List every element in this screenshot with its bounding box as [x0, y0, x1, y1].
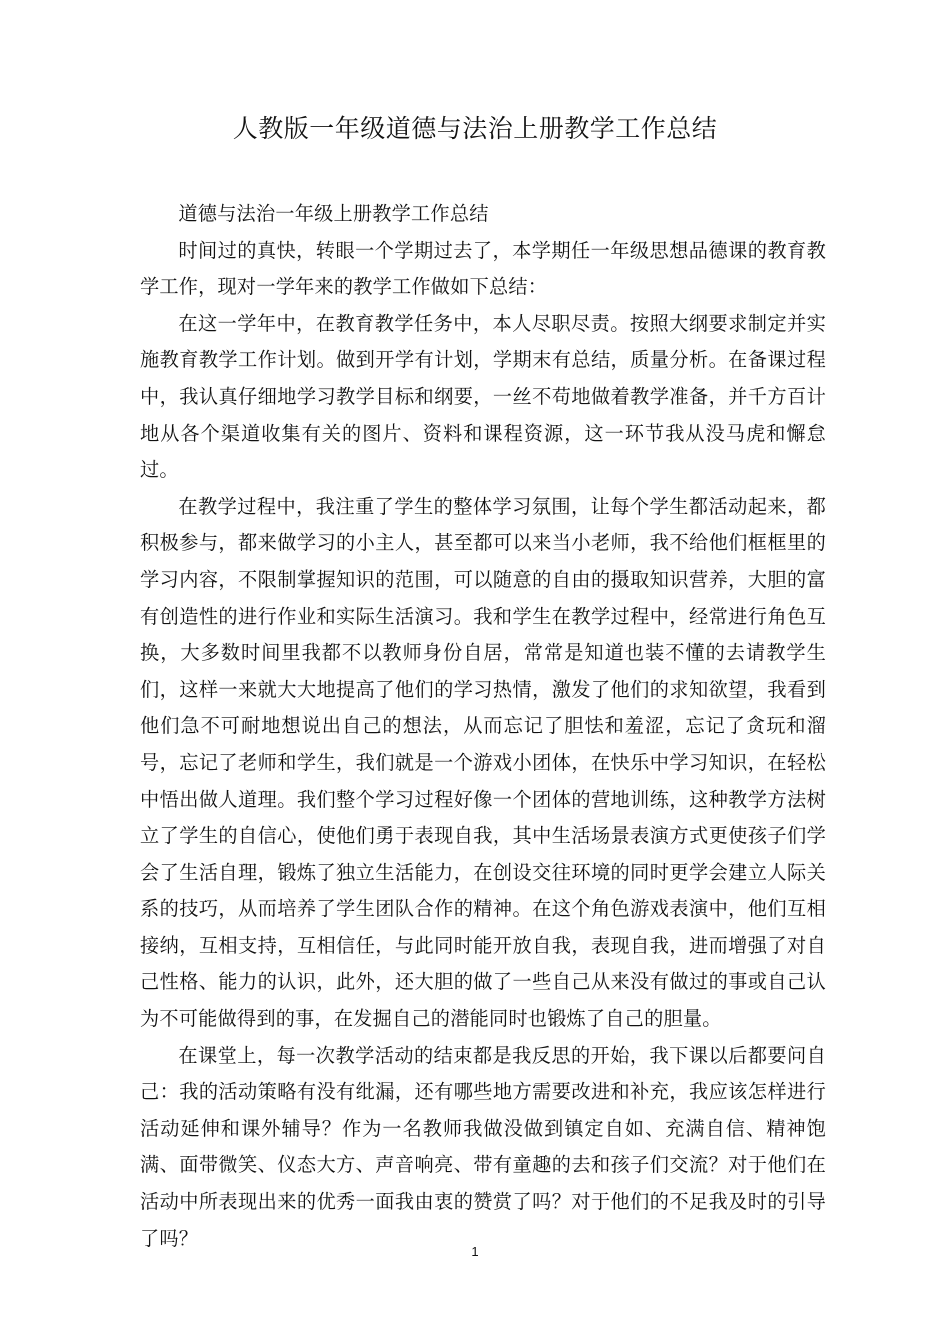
reflection-paragraph: 在课堂上，每一次教学活动的结束都是我反思的开始，我下课以后都要问自己：我的活动策略有没有纰漏，还有哪些地方需要改进和补充，我应该怎样进行活动延伸和课外辅导？作为一名教师我做没做到镇定自如、充满自信、精神饱满、面带微笑、仪态大方、声音响亮、带有童趣的去和孩子们交流？对于他们在活动中所表现出来的优秀一面我由衷的赞赏了吗？对于他们的不足我及时的引导了吗？ — [140, 1043, 826, 1250]
subtitle-paragraph: 道德与法治一年级上册教学工作总结 — [178, 202, 489, 225]
document-body — [140, 196, 826, 1257]
teaching-plan-paragraph: 在这一学年中，在教育教学任务中，本人尽职尽责。按照大纲要求制定并实施教育教学工作计划。做到开学有计划，学期末有总结，质量分析。在备课过程中，我认真仔细地学习教学目标和纲要，一丝不苟地做着教学准备，并千方百计地从各个渠道收集有关的图片、资料和课程资源，这一环节我从没马虎和懈怠过。 — [140, 311, 826, 482]
page-number: 1 — [471, 1244, 479, 1259]
document-title: 人教版一年级道德与法治上册教学工作总结 — [232, 114, 718, 143]
teaching-process-paragraph: 在教学过程中，我注重了学生的整体学习氛围，让每个学生都活动起来，都积极参与，都来做学习的小主人，甚至都可以来当小老师，我不给他们框框里的学习内容，不限制掌握知识的范围，可以随意的自由的摄取知识营养，大胆的富有创造性的进行作业和实际生活演习。我和学生在教学过程中，经常进行角色互换，大多数时间里我都不以教师身份自居，常常是知道也装不懂的去请教学生们，这样一来就大大地提高了他们的学习热情，激发了他们的求知欲望，我看到他们急不可耐地想说出自己的想法，从而忘记了胆怯和羞涩，忘记了贪玩和溜号，忘记了老师和学生，我们就是一个游戏小团体，在快乐中学习知识，在轻松中悟出做人道理。我们整个学习过程好像一个团体的营地训练，这种教学方法树立了学生的自信心，使他们勇于表现自我，其中生活场景表演方式更使孩子们学会了生活自理，锻炼了独立生活能力，在创设交往环境的同时更学会建立人际关系的技巧，从而培养了学生团队合作的精神。在这个角色游戏表演中，他们互相接纳，互相支持，互相信任，与此同时能开放自我，表现自我，进而增强了对自己性格、能力的认识，此外，还大胆的做了一些自己从来没有做过的事或自己认为不可能做得到的事，在发掘自己的潜能同时也锻炼了自己的胆量。 — [140, 494, 826, 1031]
intro-paragraph: 时间过的真快，转眼一个学期过去了，本学期任一年级思想品德课的教育教学工作，现对一学年来的教学工作做如下总结： — [140, 238, 826, 299]
